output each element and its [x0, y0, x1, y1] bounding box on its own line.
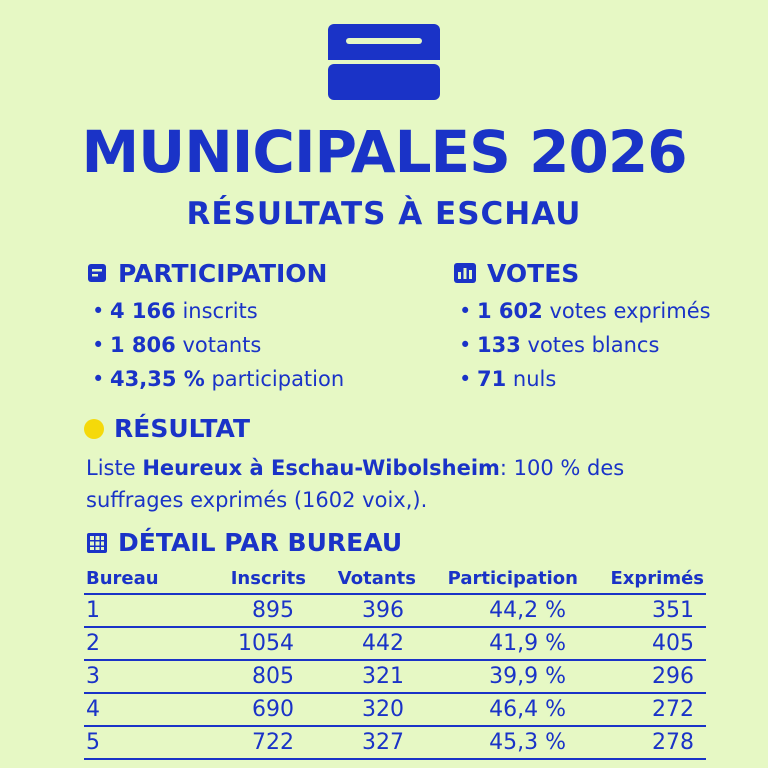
votes-list — [453, 294, 711, 396]
clipboard-icon — [86, 262, 108, 284]
list-name: Heureux à Eschau-Wibolsheim — [142, 456, 500, 480]
table-header-row — [84, 566, 706, 594]
table-cell: 39,9 % — [416, 660, 578, 693]
table-cell: 327 — [306, 726, 416, 759]
table-cell: 2 — [84, 627, 194, 660]
table-cell: 442 — [306, 627, 416, 660]
table-cell: 805 — [194, 660, 306, 693]
participation-section — [86, 256, 344, 396]
votes-section — [453, 256, 711, 396]
participation-list — [86, 294, 344, 396]
table-cell: 321 — [306, 660, 416, 693]
table-cell: 46,4 % — [416, 693, 578, 726]
participation-title: PARTICIPATION — [118, 258, 328, 288]
ballot-box-icon — [320, 18, 448, 102]
column-header: Exprimés — [578, 566, 706, 594]
table-row — [84, 660, 706, 693]
resultat-text: Liste Heureux à Eschau-Wibolsheim: 100 % des suffrages exprimés (1602 voix,). — [86, 456, 625, 512]
table-cell: 3 — [84, 660, 194, 693]
detail-heading — [86, 528, 402, 557]
list-item: • 1 806 votants — [92, 333, 262, 357]
table-cell: 690 — [194, 693, 306, 726]
yellow-dot-icon — [84, 419, 104, 439]
page-title: MUNICIPALES 2026 — [81, 118, 687, 186]
table-cell: 351 — [578, 594, 706, 627]
table-cell: 396 — [306, 594, 416, 627]
table-cell: 722 — [194, 726, 306, 759]
bar-chart-icon — [453, 262, 477, 284]
list-item: • 71 nuls — [459, 367, 557, 391]
table-cell: 278 — [578, 726, 706, 759]
resultat-heading — [84, 414, 250, 443]
table-cell: 895 — [194, 594, 306, 627]
list-item: • 1 602 votes exprimés — [459, 299, 711, 323]
list-item: • 4 166 inscrits — [92, 299, 258, 323]
table-row — [84, 693, 706, 726]
table-row — [84, 594, 706, 627]
table-cell: 5 — [84, 726, 194, 759]
resultat-title: RÉSULTAT — [114, 414, 250, 443]
votes-title: VOTES — [487, 258, 580, 288]
table-cell: 296 — [578, 660, 706, 693]
table-cell: 4 — [84, 693, 194, 726]
table-row — [84, 627, 706, 660]
column-header: Bureau — [84, 566, 194, 594]
table-cell: 1054 — [194, 627, 306, 660]
table-cell: 272 — [578, 693, 706, 726]
votes-heading — [453, 256, 711, 290]
detail-title: DÉTAIL PAR BUREAU — [118, 528, 403, 557]
table-cell: 1 — [84, 594, 194, 627]
table-cell: 45,3 % — [416, 726, 578, 759]
list-item: • 43,35 % participation — [92, 367, 345, 391]
table-cell: 44,2 % — [416, 594, 578, 627]
list-item: • 133 votes blancs — [459, 333, 660, 357]
table-row — [84, 726, 706, 759]
table-cell: 320 — [306, 693, 416, 726]
page-subtitle: RÉSULTATS À ESCHAU — [186, 196, 582, 232]
bureau-table — [84, 566, 706, 760]
column-header: Participation — [416, 566, 578, 594]
grid-table-icon — [86, 532, 108, 554]
participation-heading — [86, 256, 344, 290]
table-cell: 405 — [578, 627, 706, 660]
table-cell: 41,9 % — [416, 627, 578, 660]
column-header: Votants — [306, 566, 416, 594]
column-header: Inscrits — [194, 566, 306, 594]
